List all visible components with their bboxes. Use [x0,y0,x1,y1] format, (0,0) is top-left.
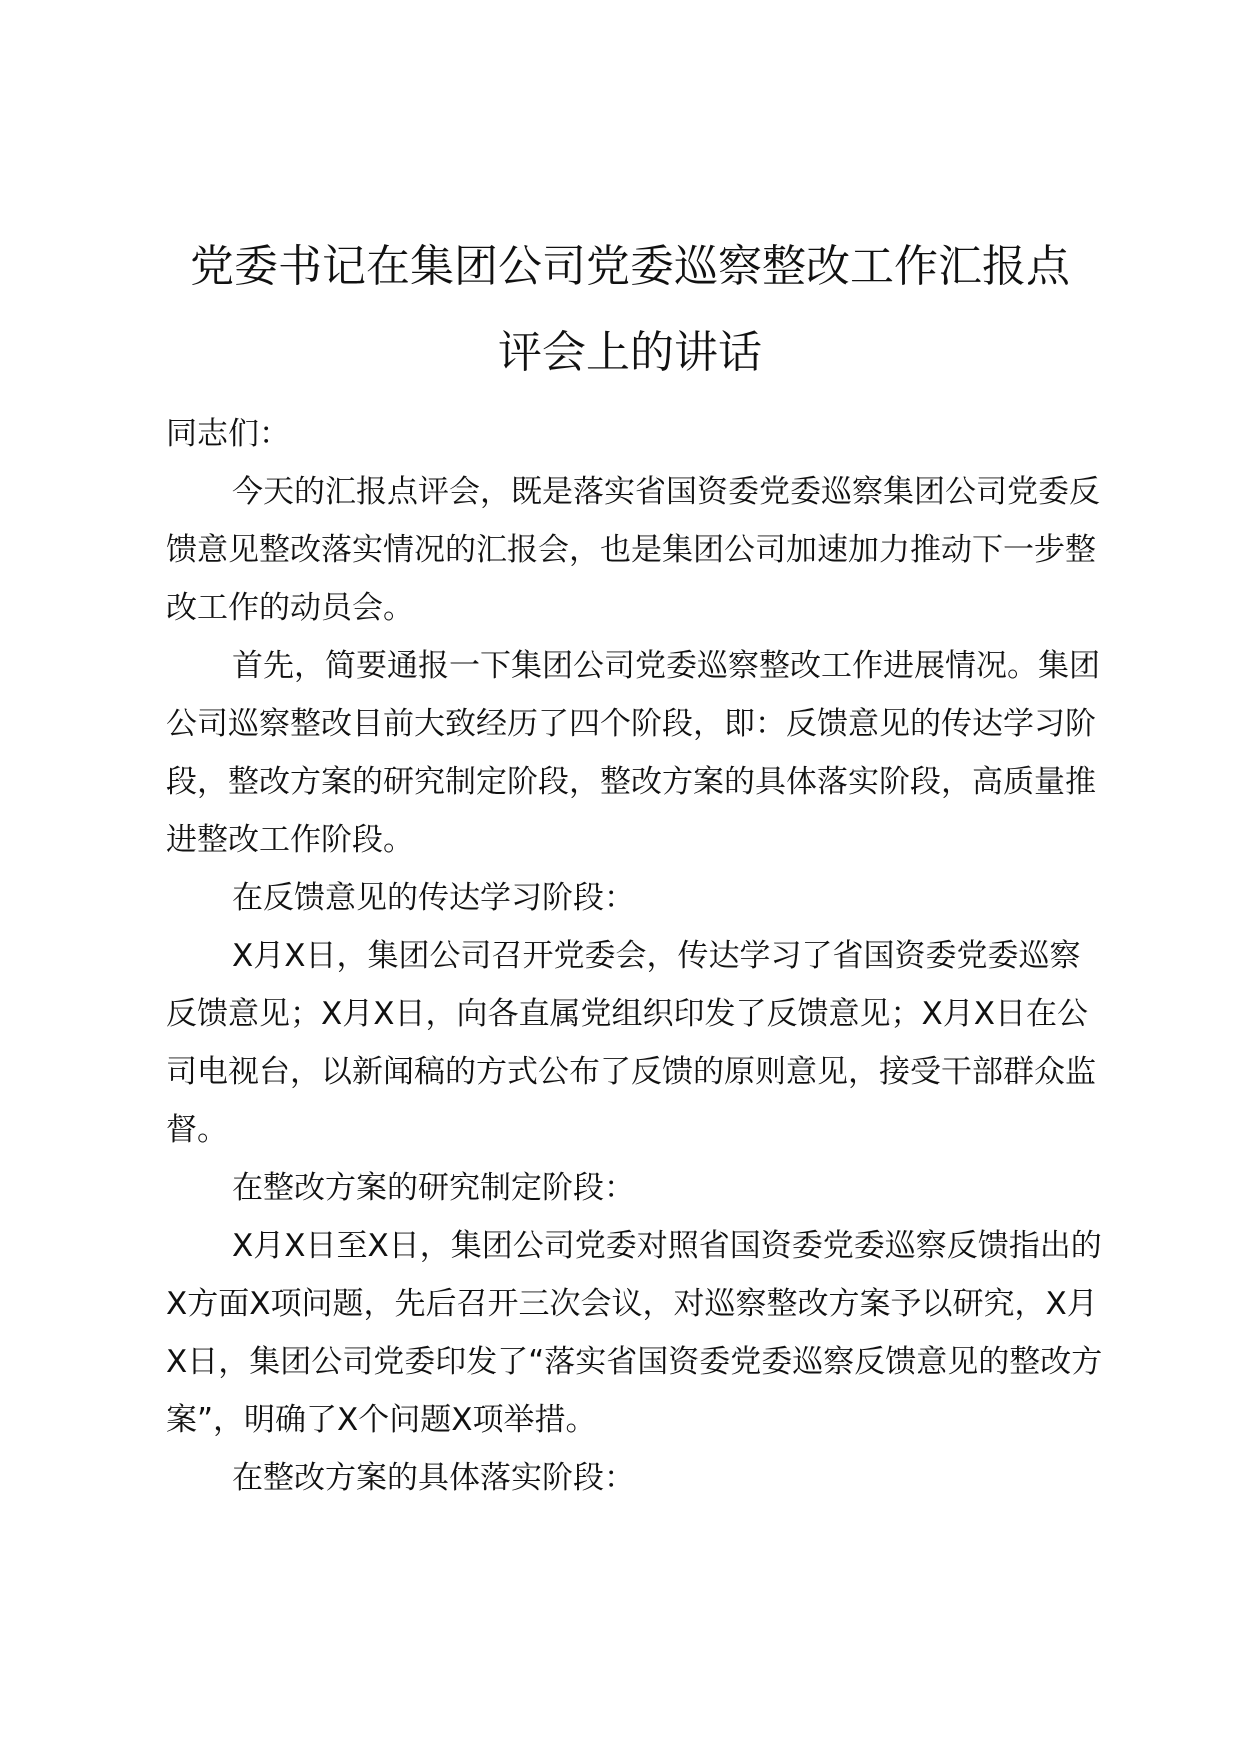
section-heading-2: 在整改方案的研究制定阶段： [232,1170,635,1206]
paragraph-2: 首先，简要通报一下集团公司党委巡察整改工作进展情况。集团公司巡察整改目前大致经历了四个阶段，即：反馈意见的传达学习阶段，整改方案的研究制定阶段，整改方案的具体落实阶段，高质量推进整改工作阶段。 [166,648,1100,858]
document-title-line-1: 党委书记在集团公司党委巡察整改工作汇报点 [190,241,1070,292]
document-title-line-2: 评会上的讲话 [498,327,762,378]
paragraph-3: X月X日，集团公司召开党委会，传达学习了省国资委党委巡察反馈意见；X月X日，向各直属党组织印发了反馈意见；X月X日在公司电视台，以新闻稿的方式公布了反馈的原则意见，接受干部群众监督。 [166,938,1096,1148]
paragraph-4: X月X日至X日，集团公司党委对照省国资委党委巡察反馈指出的X方面X项问题，先后召开三次会议，对巡察整改方案予以研究，X月X日，集团公司党委印发了“落实省国资委党委巡察反馈意见的整改方案”，明确了X个问题X项举措。 [166,1228,1103,1438]
section-heading-1: 在反馈意见的传达学习阶段： [232,880,635,916]
paragraph-1: 今天的汇报点评会，既是落实省国资委党委巡察集团公司党委反馈意见整改落实情况的汇报会，也是集团公司加速加力推动下一步整改工作的动员会。 [166,474,1100,626]
document-body [166,405,1110,1507]
section-heading-3: 在整改方案的具体落实阶段： [232,1460,635,1496]
salutation: 同志们： [166,416,290,452]
